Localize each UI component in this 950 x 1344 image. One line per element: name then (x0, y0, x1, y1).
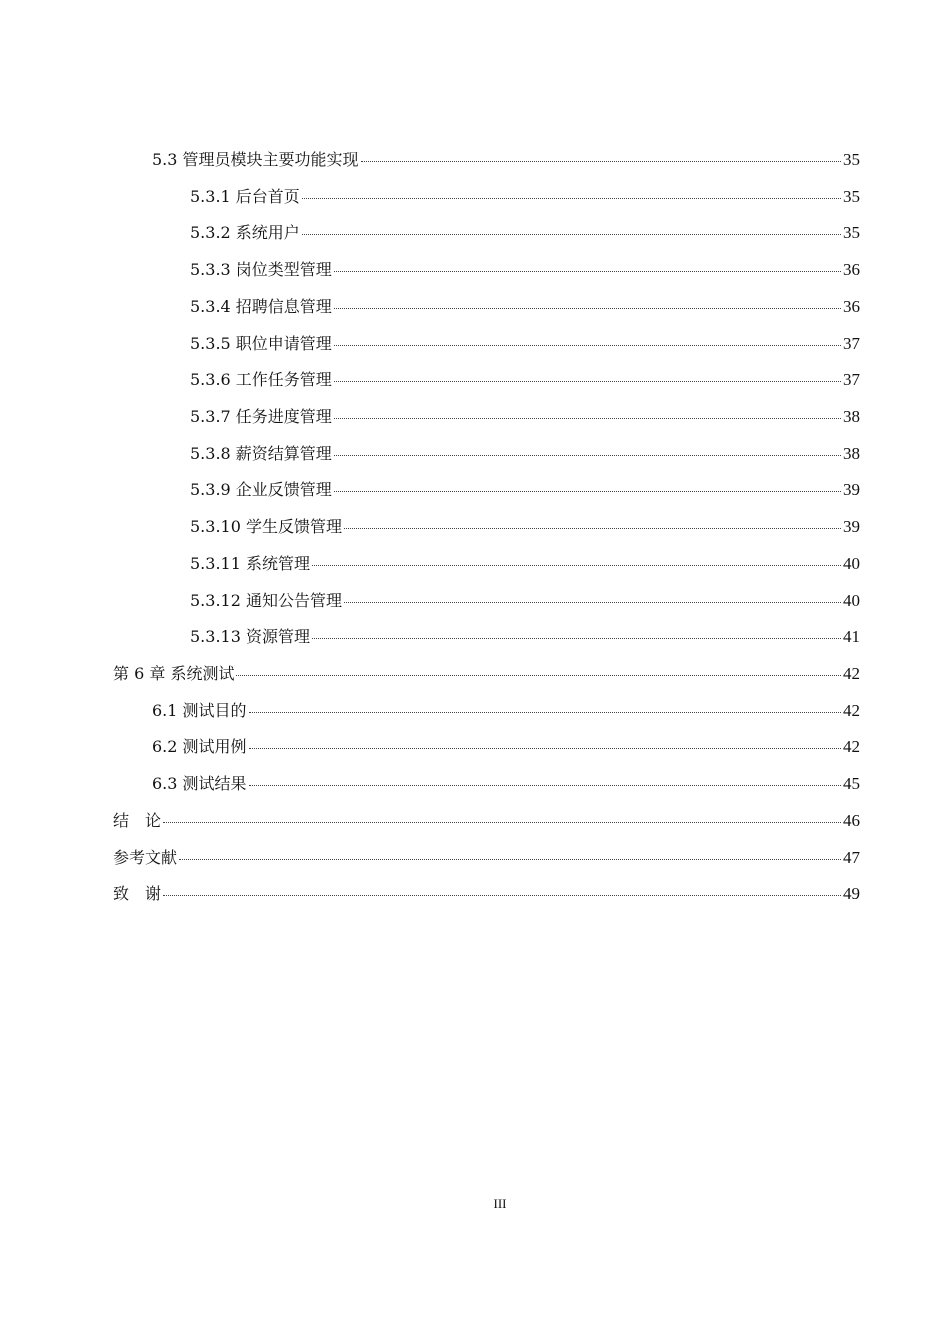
toc-leader-dots (302, 180, 841, 199)
toc-leader-dots (344, 584, 841, 603)
toc-leader-dots (334, 363, 841, 382)
toc-entry[interactable] (0, 146, 860, 172)
toc-entry-label: 5.3 管理员模块主要功能实现 (152, 150, 359, 169)
toc-leader-dots (312, 620, 841, 639)
toc-entry[interactable] (0, 660, 860, 686)
toc-leader-dots (361, 143, 841, 162)
toc-entry-label: 6.2 测试用例 (152, 737, 247, 756)
toc-entry[interactable] (0, 219, 860, 245)
toc-entry-label: 6.3 测试结果 (152, 774, 247, 793)
toc-entry-page: 40 (843, 554, 860, 573)
toc-entry-page: 46 (843, 811, 860, 830)
toc-entry[interactable] (0, 844, 860, 870)
toc-entry-page: 42 (843, 701, 860, 720)
toc-entry-label: 5.3.5 职位申请管理 (190, 334, 332, 353)
toc-entry-label: 5.3.10 学生反馈管理 (190, 517, 342, 536)
toc-entry-label: 结 论 (113, 811, 162, 830)
toc-entry[interactable] (0, 880, 860, 906)
toc-entry[interactable] (0, 513, 860, 539)
toc-entry[interactable] (0, 256, 860, 282)
toc-entry[interactable] (0, 330, 860, 356)
toc-entry[interactable] (0, 440, 860, 466)
toc-entry-page: 36 (843, 260, 860, 279)
toc-entry-label: 5.3.1 后台首页 (190, 187, 300, 206)
toc-leader-dots (163, 877, 841, 896)
toc-leader-dots (249, 767, 841, 786)
toc-entry-page: 35 (843, 150, 860, 169)
toc-entry-label: 5.3.11 系统管理 (190, 554, 310, 573)
toc-entry-page: 40 (843, 591, 860, 610)
toc-entry[interactable] (0, 697, 860, 723)
toc-entry[interactable] (0, 733, 860, 759)
toc-entry-page: 41 (843, 627, 860, 646)
toc-entry[interactable] (0, 293, 860, 319)
toc-entry-page: 38 (843, 407, 860, 426)
toc-leader-dots (334, 473, 841, 492)
toc-entry-page: 37 (843, 334, 860, 353)
toc-leader-dots (249, 730, 841, 749)
toc-entry-label: 5.3.8 薪资结算管理 (190, 444, 332, 463)
toc-entry[interactable] (0, 807, 860, 833)
toc-entry[interactable] (0, 770, 860, 796)
toc-entry[interactable] (0, 550, 860, 576)
toc-entry-page: 42 (843, 737, 860, 756)
toc-leader-dots (334, 253, 841, 272)
toc-entry-page: 36 (843, 297, 860, 316)
toc-entry-page: 35 (843, 223, 860, 242)
toc-entry-label: 第 6 章 系统测试 (113, 664, 235, 683)
page-number: III (493, 1196, 507, 1211)
toc-leader-dots (163, 804, 841, 823)
toc-leader-dots (249, 694, 841, 713)
toc-entry-label: 5.3.12 通知公告管理 (190, 591, 342, 610)
toc-entry[interactable] (0, 183, 860, 209)
toc-entry[interactable] (0, 403, 860, 429)
toc-leader-dots (334, 290, 841, 309)
toc-entry-label: 5.3.9 企业反馈管理 (190, 480, 332, 499)
toc-leader-dots (302, 216, 841, 235)
toc-entry-page: 37 (843, 370, 860, 389)
toc-entry-label: 5.3.4 招聘信息管理 (190, 297, 332, 316)
toc-entry-page: 39 (843, 517, 860, 536)
toc-entry-label: 5.3.7 任务进度管理 (190, 407, 332, 426)
toc-leader-dots (312, 547, 841, 566)
toc-entry-label: 5.3.6 工作任务管理 (190, 370, 332, 389)
toc-entry-page: 35 (843, 187, 860, 206)
toc-entry-label: 6.1 测试目的 (152, 701, 247, 720)
toc-entry-label: 5.3.13 资源管理 (190, 627, 310, 646)
toc-entry-page: 42 (843, 664, 860, 683)
toc-entry-label: 5.3.2 系统用户 (190, 223, 300, 242)
toc-entry-page: 38 (843, 444, 860, 463)
toc-entry-label: 致 谢 (113, 884, 162, 903)
toc-entry[interactable] (0, 366, 860, 392)
toc-entry[interactable] (0, 623, 860, 649)
toc-entry-page: 49 (843, 884, 860, 903)
toc-entry-page: 45 (843, 774, 860, 793)
toc-leader-dots (334, 437, 841, 456)
toc-entry[interactable] (0, 587, 860, 613)
toc-leader-dots (236, 657, 841, 676)
toc-leader-dots (344, 510, 841, 529)
toc-entry-page: 47 (843, 848, 860, 867)
toc-entry[interactable] (0, 476, 860, 502)
toc-leader-dots (334, 327, 841, 346)
toc-entry-page: 39 (843, 480, 860, 499)
toc-entry-label: 5.3.3 岗位类型管理 (190, 260, 332, 279)
toc-entry-label: 参考文献 (113, 848, 178, 867)
toc-leader-dots (334, 400, 841, 419)
toc-leader-dots (179, 841, 841, 860)
